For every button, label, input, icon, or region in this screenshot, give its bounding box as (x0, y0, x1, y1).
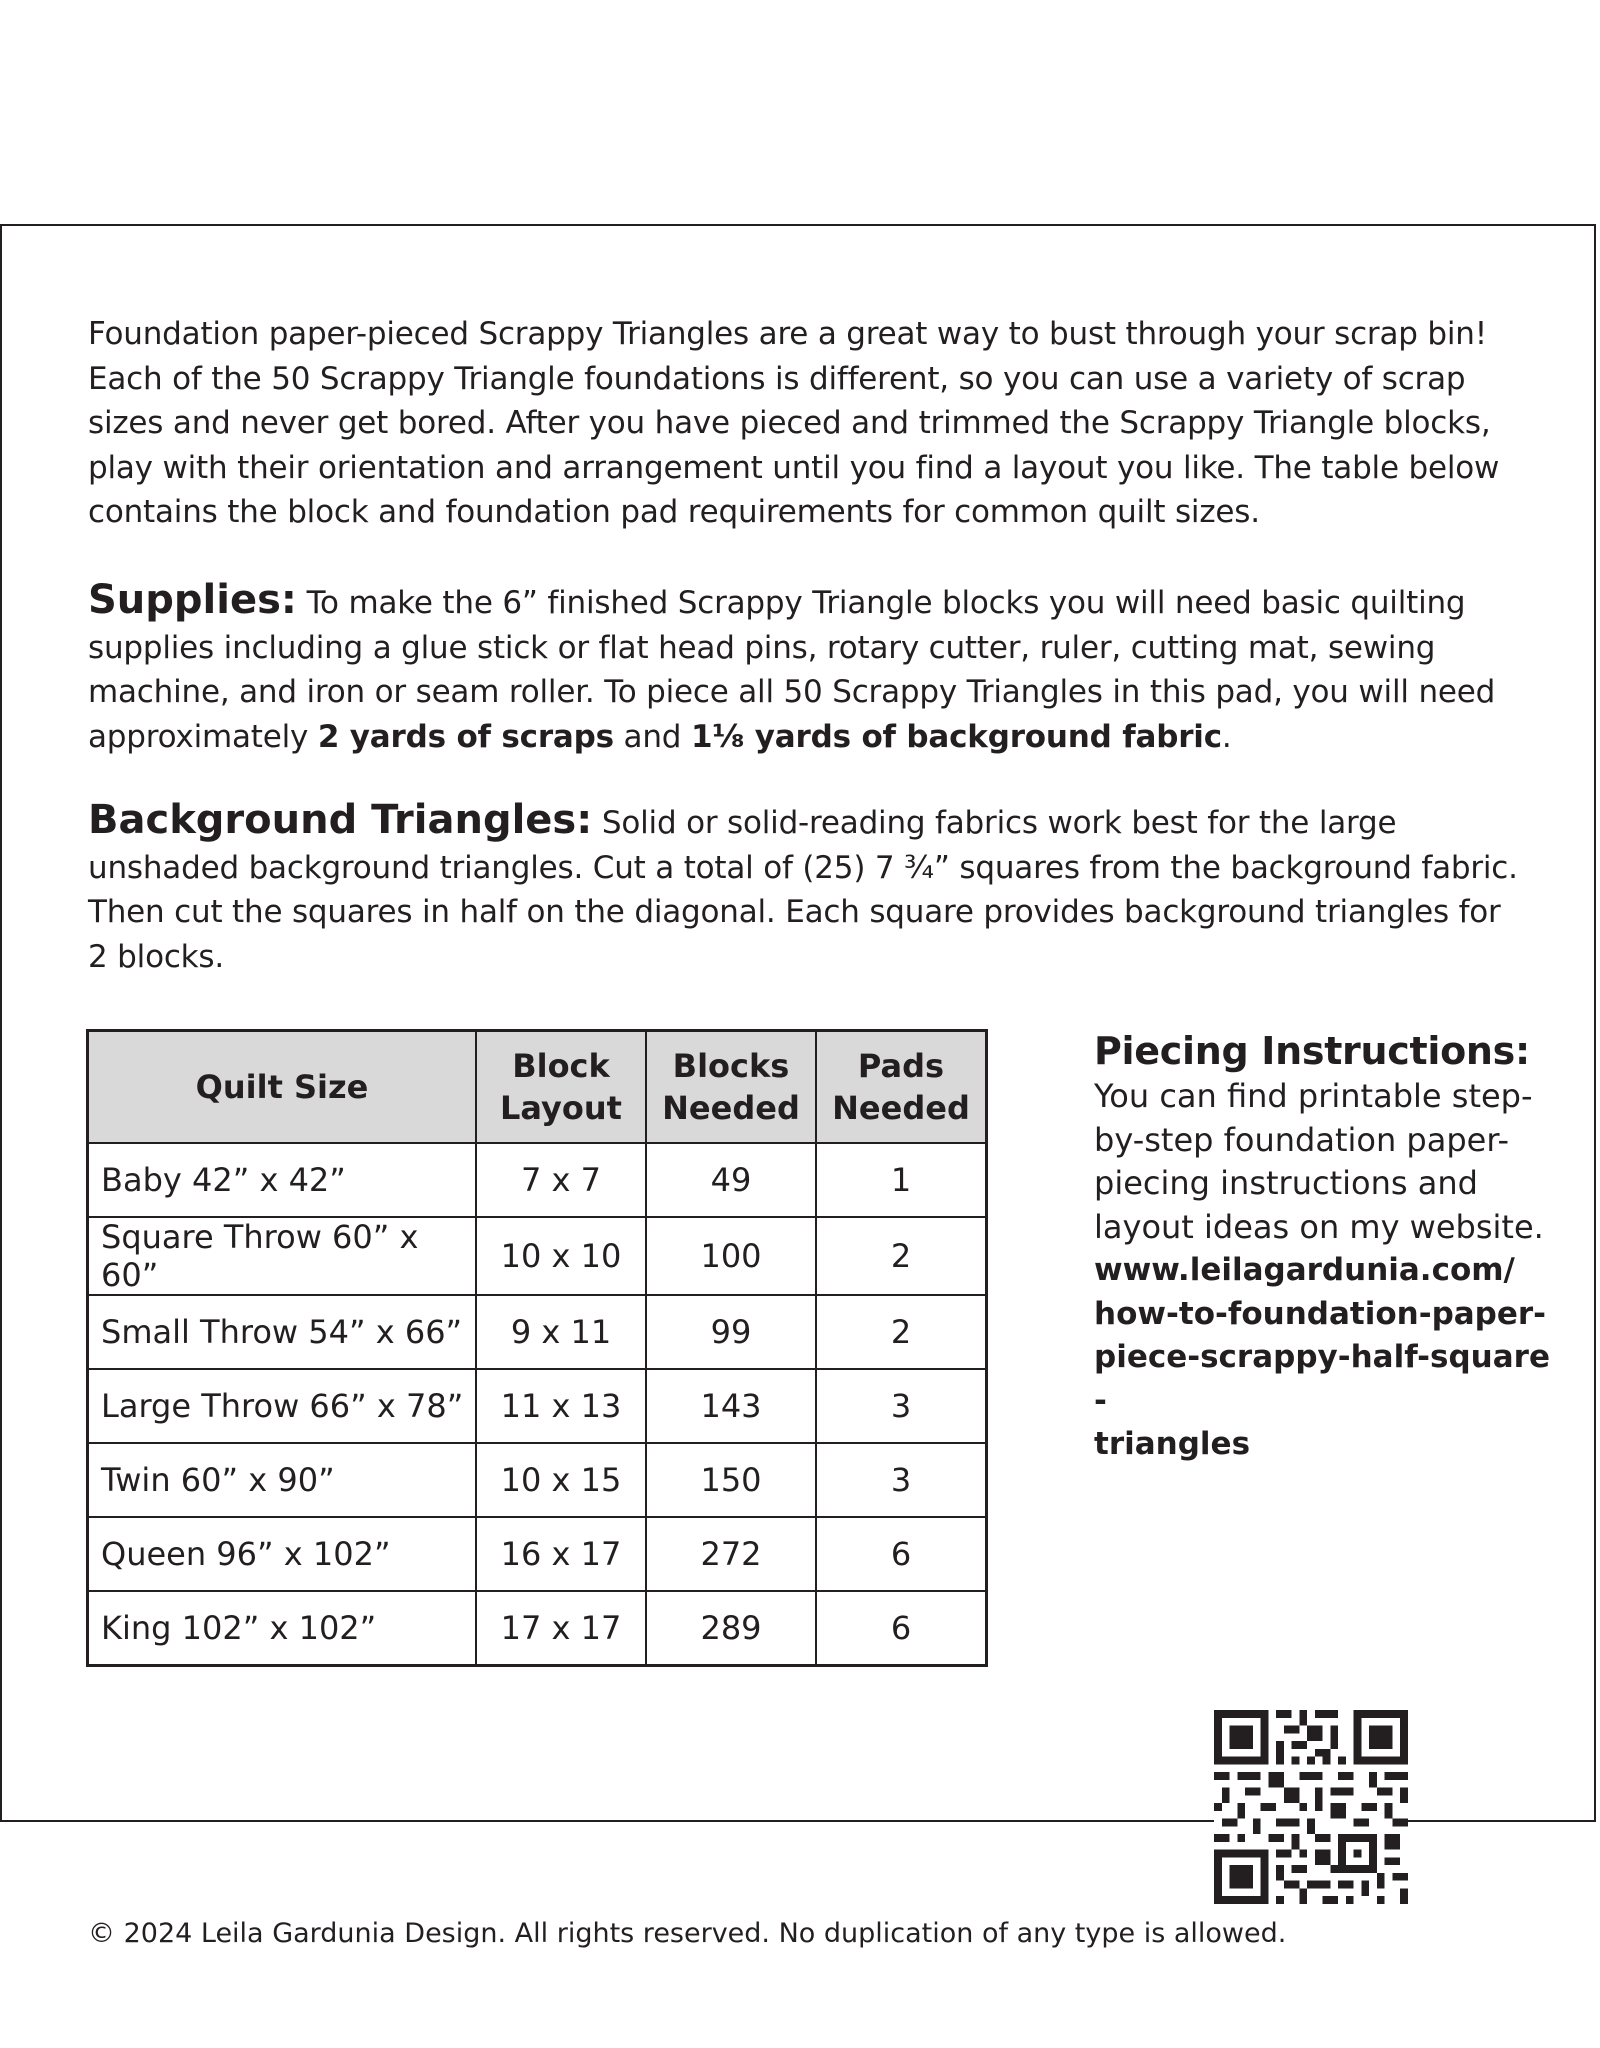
cell-block-layout: 17 x 17 (476, 1591, 646, 1666)
header-block-layout: Block Layout (476, 1031, 646, 1144)
supplies-text-and: and (613, 718, 691, 755)
cell-blocks-needed: 49 (646, 1143, 816, 1217)
cell-pads-needed: 3 (816, 1369, 987, 1443)
intro-section (88, 312, 1528, 535)
header-blocks-needed: Blocks Needed (646, 1031, 816, 1144)
website-link[interactable]: www.leilagardunia.com/ how-to-foundation-paper- piece-scrappy-half-square- triangles (1094, 1252, 1550, 1462)
cell-pads-needed: 6 (816, 1591, 987, 1666)
cell-block-layout: 16 x 17 (476, 1517, 646, 1591)
header-pads-needed: Pads Needed (816, 1031, 987, 1144)
background-heading: Background Triangles: (88, 797, 593, 843)
cell-quilt-size: Small Throw 54” x 66” (88, 1295, 477, 1369)
background-section (88, 798, 1528, 979)
cell-quilt-size: Square Throw 60” x 60” (88, 1217, 477, 1295)
table-row (88, 1517, 987, 1591)
cell-pads-needed: 6 (816, 1517, 987, 1591)
cell-quilt-size: Queen 96” x 102” (88, 1517, 477, 1591)
cell-block-layout: 9 x 11 (476, 1295, 646, 1369)
cell-blocks-needed: 289 (646, 1591, 816, 1666)
supplies-paragraph (88, 578, 1528, 759)
header-quilt-size: Quilt Size (88, 1031, 477, 1144)
supplies-text: To make the 6” finished Scrappy Triangle blocks you will need basic quilting supplies including a glue stick or flat head pins, rotary cutter, ruler, cutting mat, sewing machine, and iron or seam roller. To piece all 50 Scrappy Triangles in this pad, you will need approximately (88, 585, 1496, 755)
table-header-row (88, 1031, 987, 1144)
table-row (88, 1369, 987, 1443)
piecing-instructions (1094, 1029, 1554, 1467)
cell-blocks-needed: 143 (646, 1369, 816, 1443)
cell-block-layout: 11 x 13 (476, 1369, 646, 1443)
cell-pads-needed: 2 (816, 1295, 987, 1369)
page-frame (0, 224, 1596, 1949)
cell-pads-needed: 1 (816, 1143, 987, 1217)
cell-blocks-needed: 100 (646, 1217, 816, 1295)
intro-paragraph: Foundation paper-pieced Scrappy Triangles are a great way to bust through your scrap bin! Each of the 50 Scrappy Triangle foundations is different, so you can use a variety of scrap sizes and never get bored. After you have pieced and trimmed the Scrappy Triangle blocks, play with their orientation and arrangement until you find a layout you like. The table below contains the block and foundation pad requirements for common quilt sizes. (88, 316, 1500, 530)
cell-quilt-size: Large Throw 66” x 78” (88, 1369, 477, 1443)
supplies-text-end: . (1221, 718, 1232, 755)
cell-block-layout: 10 x 10 (476, 1217, 646, 1295)
cell-blocks-needed: 150 (646, 1443, 816, 1517)
quilt-requirements-table (86, 1029, 988, 1667)
supplies-scraps-amount: 2 yards of scraps (317, 718, 614, 755)
supplies-background-amount: 1⅛ yards of background fabric (690, 718, 1222, 755)
cell-quilt-size: Twin 60” x 90” (88, 1443, 477, 1517)
supplies-heading: Supplies: (88, 577, 297, 623)
piecing-heading: Piecing Instructions: (1094, 1029, 1530, 1073)
cell-block-layout: 7 x 7 (476, 1143, 646, 1217)
background-text: Solid or solid-reading fabrics work best for the large unshaded background triangles. Cut a total of (25) 7 ¾” squares from the background fabric. Then cut the squares in half on the diagonal. Each square provides background triangles for 2 blocks. (88, 805, 1518, 975)
table-row (88, 1591, 987, 1666)
piecing-text: You can find printable step-by-step foundation paper-piecing instructions and layout ideas on my website. (1094, 1077, 1544, 1246)
copyright-notice: © 2024 Leila Gardunia Design. All rights reserved. No duplication of any type is allowed. (88, 1918, 1287, 1949)
cell-quilt-size: Baby 42” x 42” (88, 1143, 477, 1217)
supplies-section (88, 578, 1528, 759)
table-row (88, 1443, 987, 1517)
cell-quilt-size: King 102” x 102” (88, 1591, 477, 1666)
cell-blocks-needed: 99 (646, 1295, 816, 1369)
table-row (88, 1217, 987, 1295)
cell-block-layout: 10 x 15 (476, 1443, 646, 1517)
cell-pads-needed: 3 (816, 1443, 987, 1517)
background-paragraph (88, 798, 1528, 979)
cell-blocks-needed: 272 (646, 1517, 816, 1591)
qr-code-icon[interactable] (1214, 1710, 1408, 1904)
table-row (88, 1143, 987, 1217)
cell-pads-needed: 2 (816, 1217, 987, 1295)
table-row (88, 1295, 987, 1369)
